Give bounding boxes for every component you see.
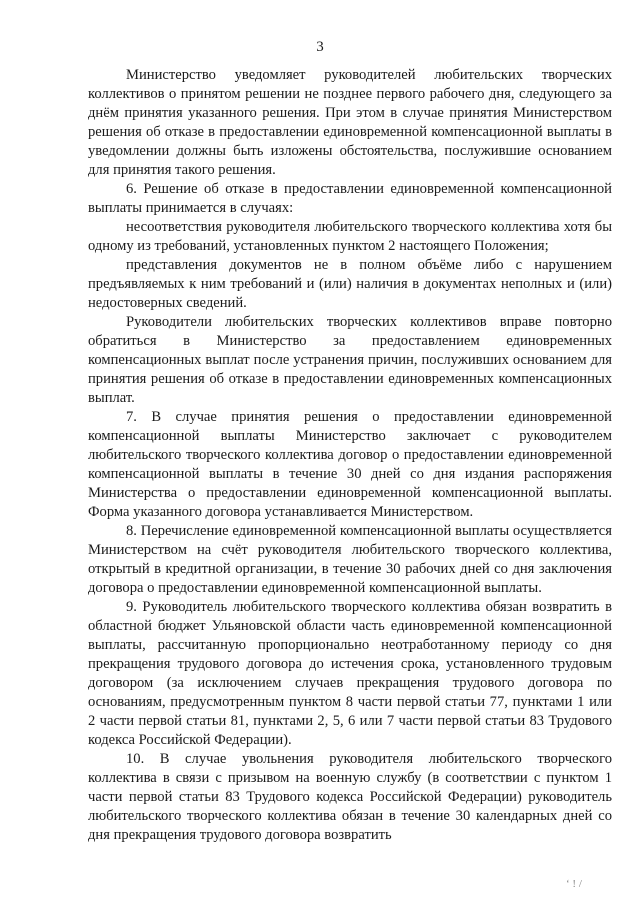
paragraph-item-6-case-2: представления документов не в полном объёме либо с нарушением предъявляемых к ним требований и (или) наличия в документах неполных и (или) недостоверных сведений. xyxy=(88,257,612,311)
paragraph-reapply: Руководители любительских творческих коллективов вправе повторно обратиться в Министерство за предоставлением единовременных компенсационных выплат после устранения причин, послуживших основанием для принятия решения об отказе в предоставлении единовременных компенсационных выплат. xyxy=(88,314,612,406)
paragraph-item-7: 7. В случае принятия решения о предоставлении единовременной компенсационной выплаты Министерство заключает с руководителем любительского творческого коллектива договор о предоставлении единовременной компенсационной выплаты в течение 30 дней со дня издания распоряжения Министерства о предоставлении единовременной компенсационной выплаты. Форма указанного договора устанавливается Министерством. xyxy=(88,409,612,520)
paragraph-item-10: 10. В случае увольнения руководителя любительского творческого коллектива в связи с призывом на военную службу (в соответствии с пунктом 1 части первой статьи 83 Трудового кодекса Российской Федерации) руководитель любительского творческого коллектива обязан в течение 30 календарных дней со дня прекращения трудового договора возвратить xyxy=(88,751,612,843)
paragraph-item-9: 9. Руководитель любительского творческого коллектива обязан возвратить в областной бюджет Ульяновской области часть единовременной компенсационной выплаты, рассчитанную пропорционально неотработанному периоду со дня прекращения трудового договора до истечения срока, установленного трудовым договором (за исключением случаев прекращения трудового договора по основаниям, предусмотренным пунктом 8 части первой статьи 77, пунктами 1 или 2 части первой статьи 81, пунктами 2, 5, 6 или 7 части первой статьи 83 Трудового кодекса Российской Федерации). xyxy=(88,599,612,748)
page-number: 3 xyxy=(316,39,324,55)
paragraph-item-8: 8. Перечисление единовременной компенсационной выплаты осуществляется Министерством на счёт руководителя любительского творческого коллектива, открытый в кредитной организации, в течение 30 рабочих дней со дня заключения договора о предоставлении единовременной компенсационной выплаты. xyxy=(88,523,612,596)
document-body xyxy=(88,66,612,845)
paragraph-item-6: 6. Решение об отказе в предоставлении единовременной компенсационной выплаты принимается в случаях: xyxy=(88,181,612,216)
paragraph-notification: Министерство уведомляет руководителей любительских творческих коллективов о принятом решении не позднее первого рабочего дня, следующего за днём принятия указанного решения. При этом в случае принятия Министерством решения об отказе в предоставлении единовременной компенсационной выплаты в уведомлении должны быть изложены обстоятельства, послужившие основанием для принятия такого решения. xyxy=(88,67,612,178)
scan-artifact-mark: ʻ ! / xyxy=(566,878,582,890)
paragraph-item-6-case-1: несоответствия руководителя любительского творческого коллектива хотя бы одному из требований, установленных пунктом 2 настоящего Положения; xyxy=(88,219,612,254)
